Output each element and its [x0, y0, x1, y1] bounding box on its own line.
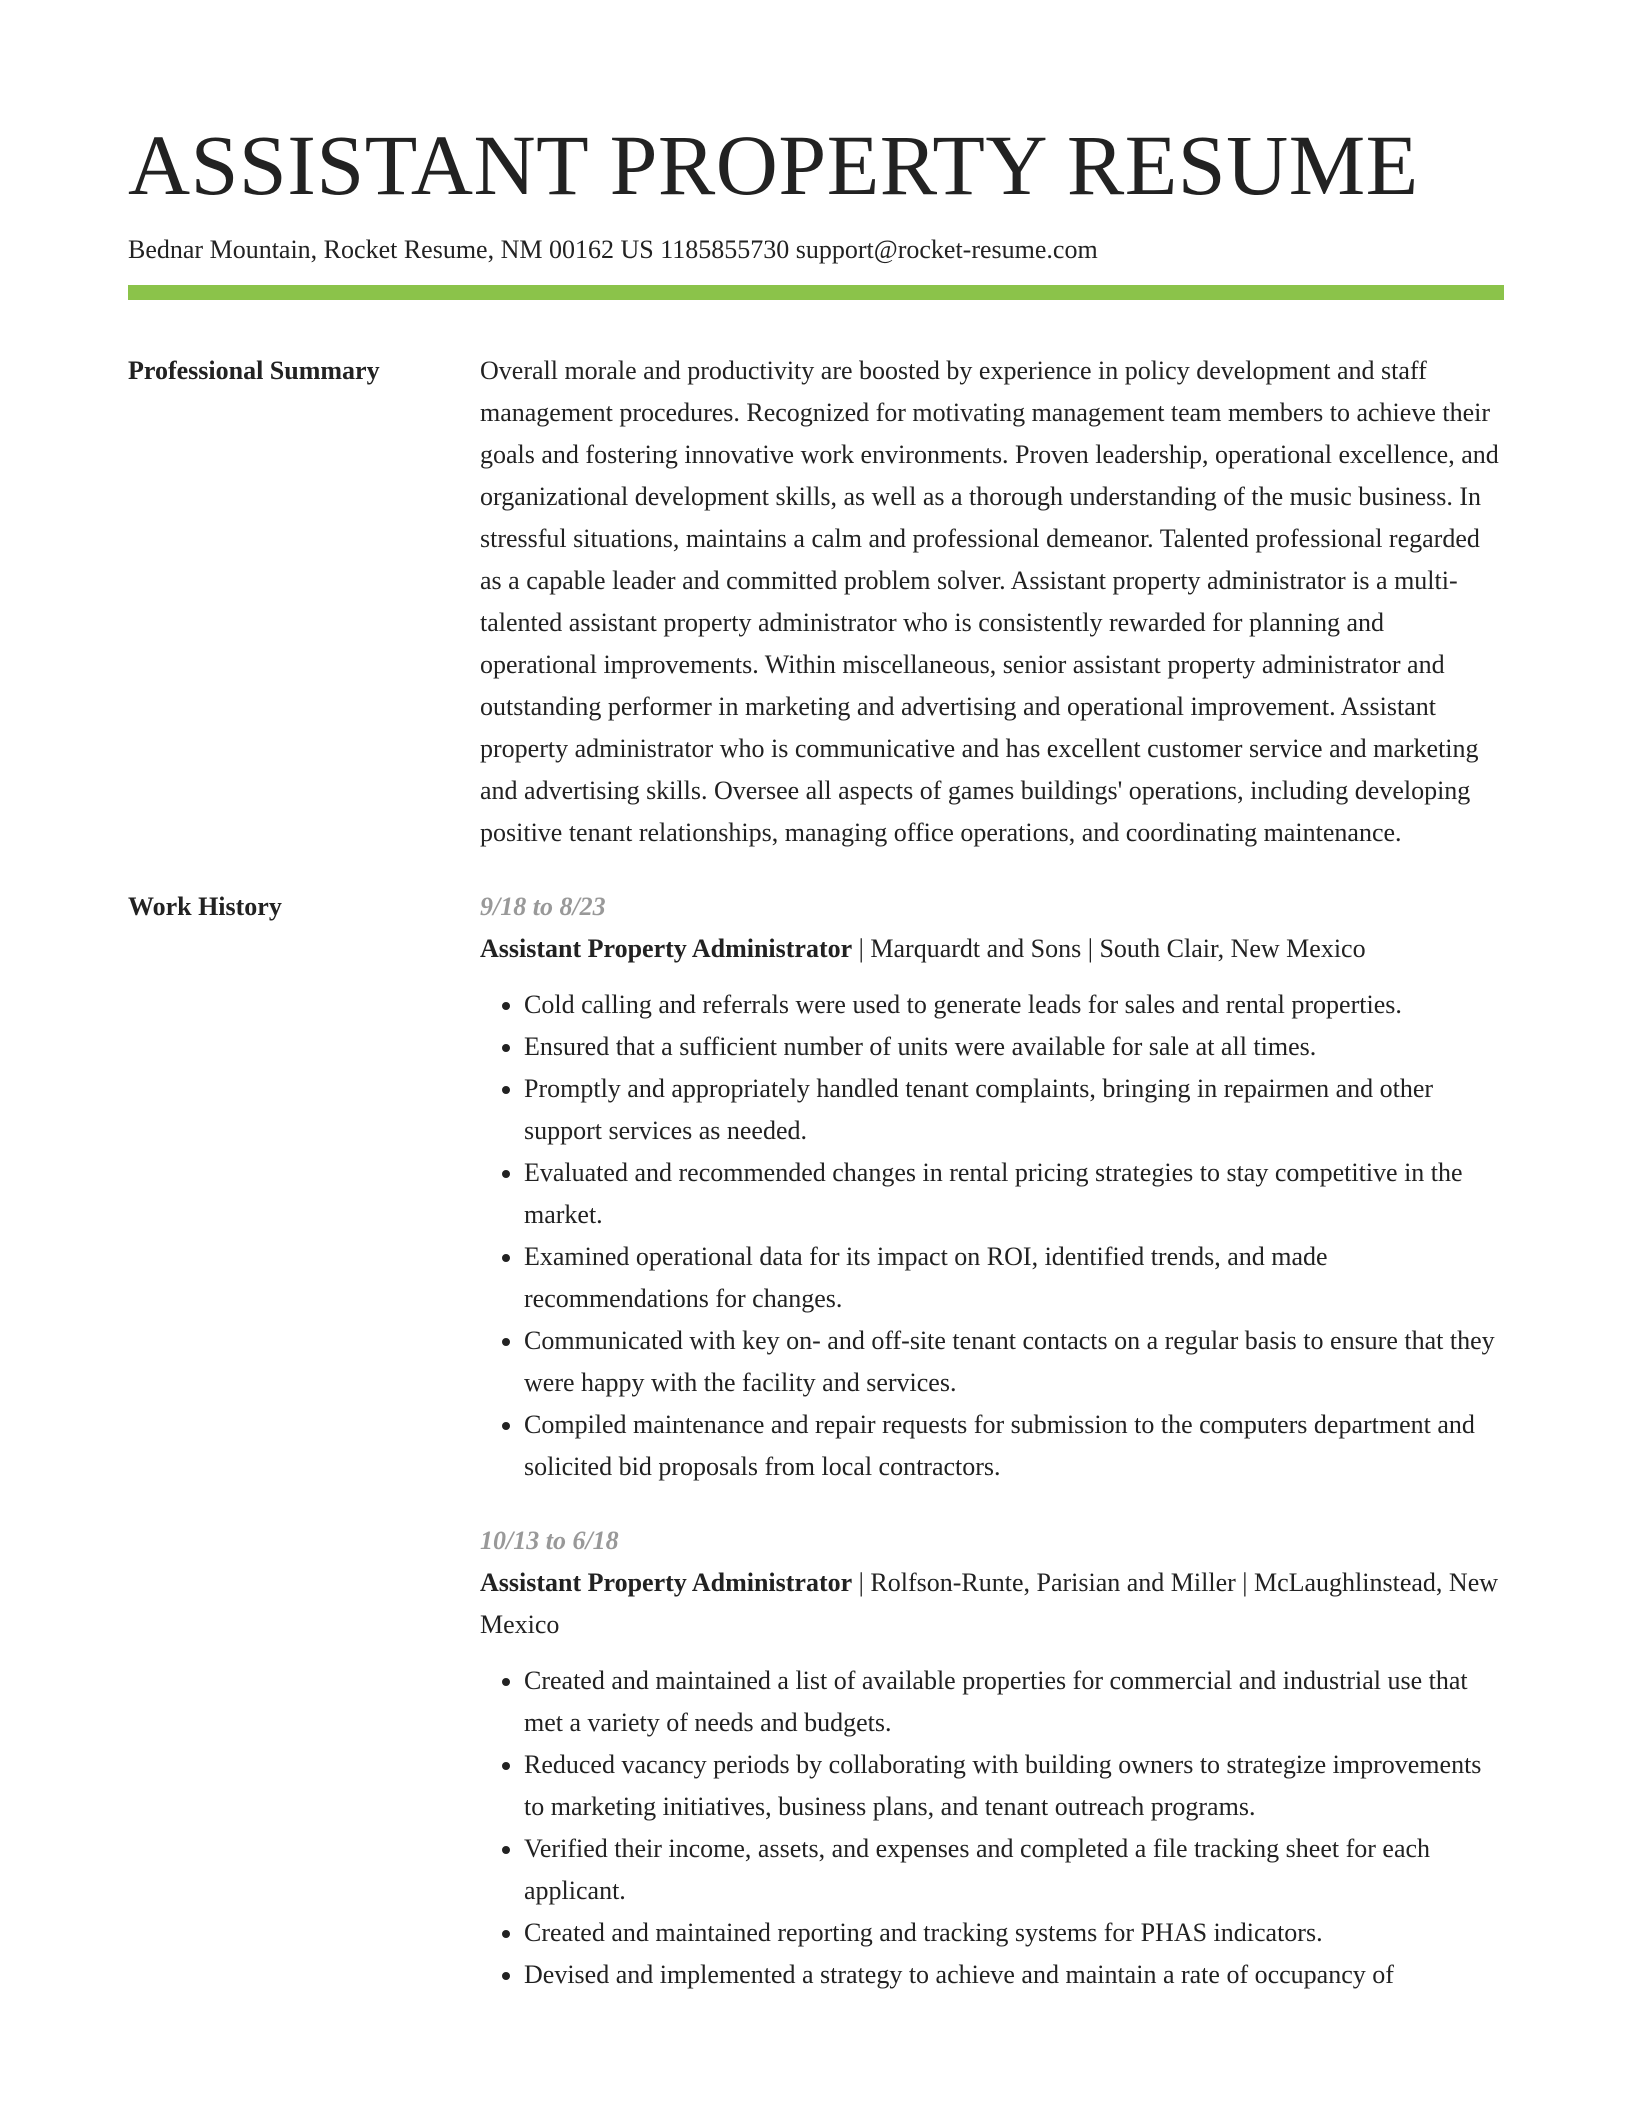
- contact-line: [128, 234, 1504, 265]
- resume-page: [128, 117, 1504, 1996]
- job-bullet: • Communicated with key on- and off-site tenant contacts on a regular basis to ensure that they were happy with the facility and services.: [524, 1320, 1504, 1404]
- contact-email: support@rocket-resume.com: [795, 235, 1098, 264]
- job-bullet: • Reduced vacancy periods by collaborating with building owners to strategize improvements to marketing initiatives, business plans, and tenant outreach programs.: [524, 1744, 1504, 1828]
- job-bullet: • Evaluated and recommended changes in rental pricing strategies to stay competitive in the market.: [524, 1152, 1504, 1236]
- job-bullet: • Cold calling and referrals were used to generate leads for sales and rental properties.: [524, 984, 1504, 1026]
- job-bullet: • Compiled maintenance and repair requests for submission to the computers department and solicited bid proposals from local contractors.: [524, 1404, 1504, 1488]
- resume-title: ASSISTANT PROPERTY RESUME: [128, 117, 1419, 213]
- work-history-section: [128, 886, 1504, 1996]
- contact-address: Bednar Mountain, Rocket Resume, NM 00162 US: [128, 235, 654, 264]
- job-title: Assistant Property Administrator: [480, 1568, 853, 1598]
- job-entry: [480, 886, 1504, 1488]
- job-employer-location: | Marquardt and Sons | South Clair, New Mexico: [852, 934, 1366, 964]
- header-accent-rule: [128, 285, 1504, 300]
- job-heading: [480, 928, 1504, 970]
- job-bullet: • Ensured that a sufficient number of units were available for sale at all times.: [524, 1026, 1504, 1068]
- job-bullet: • Examined operational data for its impact on ROI, identified trends, and made recommendations for changes.: [524, 1236, 1504, 1320]
- job-entry: [480, 1520, 1504, 1996]
- job-employer-location: | Rolfson-Runte, Parisian and Miller | McLaughlinstead, New Mexico: [480, 1568, 1499, 1640]
- job-bullet: • Promptly and appropriately handled tenant complaints, bringing in repairmen and other support services as needed.: [524, 1068, 1504, 1152]
- job-heading: [480, 1562, 1504, 1646]
- job-bullet: • Created and maintained reporting and tracking systems for PHAS indicators.: [524, 1912, 1504, 1954]
- work-history-list: [480, 886, 1504, 1996]
- job-bullet: • Devised and implemented a strategy to achieve and maintain a rate of occupancy of: [524, 1954, 1504, 1996]
- contact-phone: 1185855730: [660, 235, 790, 264]
- job-bullet-list: [480, 984, 1504, 1488]
- job-dates: 9/18 to 8/23: [480, 892, 606, 922]
- job-bullet: • Verified their income, assets, and expenses and completed a file tracking sheet for each applicant.: [524, 1828, 1504, 1912]
- professional-summary-text: Overall morale and productivity are boosted by experience in policy development and staff management procedures. Recognized for motivating management team members to achieve their goals and fostering innovative work environments. Proven leadership, operational excellence, and organizational development skills, as well as a thorough understanding of the music business. In stressful situations, maintains a calm and professional demeanor. Talented professional regarded as a capable leader and committed problem solver. Assistant property administrator is a multi-talented assistant property administrator who is consistently rewarded for planning and operational improvements. Within miscellaneous, senior assistant property administrator and outstanding performer in marketing and advertising and operational improvement. Assistant property administrator who is communicative and has excellent customer service and marketing and advertising skills. Oversee all aspects of games buildings' operations, including developing positive tenant relationships, managing office operations, and coordinating maintenance.: [480, 356, 1499, 848]
- section-label-work-history: Work History: [128, 892, 282, 922]
- job-title: Assistant Property Administrator: [480, 934, 853, 964]
- section-label-professional-summary: Professional Summary: [128, 356, 380, 386]
- job-bullet: • Created and maintained a list of available properties for commercial and industrial use that met a variety of needs and budgets.: [524, 1660, 1504, 1744]
- job-dates: 10/13 to 6/18: [480, 1526, 619, 1556]
- job-bullet-list: [480, 1660, 1504, 1996]
- professional-summary-section: [128, 350, 1504, 854]
